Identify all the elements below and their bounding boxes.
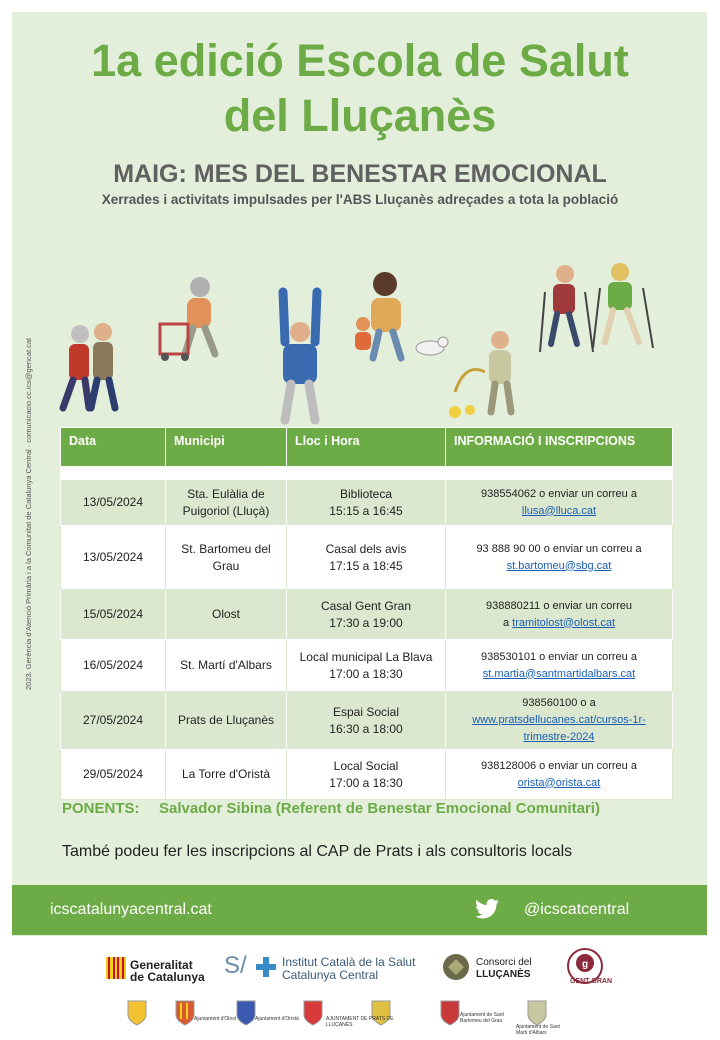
gent-gran-label: GENT GRAN bbox=[570, 978, 612, 985]
tagline: Xerrades i activitats impulsades per l'ABS Lluçanès adreçades a tota la població bbox=[101, 192, 619, 207]
column-header-lloc: Lloc i Hora bbox=[287, 428, 446, 467]
consorci-name-1: Consorci del bbox=[476, 957, 532, 968]
twitter-icon[interactable] bbox=[475, 899, 499, 919]
nordic-walkers-figure bbox=[540, 263, 653, 352]
row-info bbox=[446, 526, 673, 590]
contact-link[interactable]: orista@orista.cat bbox=[517, 776, 601, 789]
row-date: 13/05/2024 bbox=[61, 480, 166, 526]
contact-link[interactable]: tramitolost@olost.cat bbox=[512, 616, 616, 629]
footer-website-link[interactable]: icscatalunyacentral.cat bbox=[50, 901, 212, 918]
olost-label: Ajuntament d'Olost bbox=[194, 1016, 237, 1022]
side-credit-note: 2023. Gerència d'Atenció Primària i a la Comunitat de Catalunya Central · comunicacio.cc.ics@gencat.cat bbox=[24, 337, 33, 690]
row-lloc bbox=[287, 480, 446, 526]
man-stretching-figure bbox=[283, 292, 317, 420]
row-info bbox=[446, 692, 673, 750]
ponents-name: Salvador Sibina (Referent de Benestar Emocional Comunitari) bbox=[159, 800, 600, 817]
ics-name-2: Catalunya Central bbox=[282, 968, 379, 982]
subtitle: MAIG: MES DEL BENESTAR EMOCIONAL bbox=[113, 160, 607, 188]
row-info bbox=[446, 640, 673, 692]
lloc-place: Espai Social bbox=[332, 704, 400, 719]
row-municipi: Sta. Eulàlia de Puigoriol (Lluçà) bbox=[166, 480, 287, 526]
generalitat-name-2: de Catalunya bbox=[130, 970, 205, 984]
info-text: 938880211 o enviar un correu bbox=[486, 599, 632, 612]
lloc-place: Local municipal La Blava bbox=[299, 649, 433, 664]
row-lloc bbox=[287, 590, 446, 640]
row-info bbox=[446, 750, 673, 800]
footer-bar bbox=[12, 885, 707, 935]
row-date: 15/05/2024 bbox=[61, 590, 166, 640]
schedule-table bbox=[60, 427, 673, 800]
column-header-municipi: Municipi bbox=[166, 428, 287, 467]
column-header-date: Data bbox=[61, 428, 166, 467]
ics-logo-icon: S/ bbox=[224, 952, 247, 979]
row-info: 938880211 o enviar un correu a tramitolost@olost.cat bbox=[446, 590, 673, 640]
orista-label: Ajuntament d'Oristà bbox=[255, 1016, 299, 1022]
table-row bbox=[61, 480, 673, 526]
row-municipi: La Torre d'Oristà bbox=[166, 750, 287, 800]
info-text: 938554062 o enviar un correu a bbox=[481, 487, 637, 500]
row-date: 13/05/2024 bbox=[61, 526, 166, 590]
info-text: 938530101 o enviar un correu a bbox=[481, 650, 637, 663]
table-row bbox=[61, 640, 673, 692]
table-row bbox=[61, 692, 673, 750]
table-row bbox=[61, 526, 673, 590]
column-header-info: INFORMACIÓ I INSCRIPCIONS bbox=[446, 428, 673, 467]
consorci-name-2: LLUÇANÈS bbox=[476, 969, 531, 980]
row-date: 29/05/2024 bbox=[61, 750, 166, 800]
lloc-place: Casal dels avis bbox=[325, 541, 407, 556]
info-text: 938128006 o enviar un correu a bbox=[481, 759, 637, 772]
row-municipi: Olost bbox=[166, 590, 287, 640]
contact-link[interactable]: st.martia@santmartidalbars.cat bbox=[482, 667, 636, 680]
woman-with-walker-figure bbox=[160, 277, 215, 361]
elderly-couple-figure bbox=[63, 323, 115, 408]
ics-name-1: Institut Català de la Salut bbox=[282, 955, 416, 969]
footer-social-handle[interactable]: @icscatcentral bbox=[524, 901, 630, 918]
lloc-time: 17:15 a 18:45 bbox=[329, 558, 403, 573]
lloc-time: 17:00 a 18:30 bbox=[329, 666, 403, 681]
ics-cross-icon bbox=[256, 957, 276, 977]
people-illustration bbox=[45, 262, 675, 432]
prats-shield-1-icon bbox=[296, 995, 330, 1029]
lloc-time: 16:30 a 18:00 bbox=[329, 721, 403, 736]
info-text: 938560100 o a bbox=[522, 697, 596, 709]
svg-text:g: g bbox=[581, 959, 589, 970]
row-municipi: St. Martí d'Albars bbox=[166, 640, 287, 692]
row-lloc bbox=[287, 640, 446, 692]
man-watering-figure bbox=[449, 331, 511, 418]
page-title-line1: 1a edició Escola de Salut bbox=[91, 35, 629, 86]
woman-child-dog-figure bbox=[355, 272, 448, 358]
table-row bbox=[61, 590, 673, 640]
info-text: 93 888 90 00 o enviar un correu a bbox=[476, 542, 642, 555]
contact-link[interactable]: llusa@lluca.cat bbox=[521, 504, 597, 517]
row-date: 16/05/2024 bbox=[61, 640, 166, 692]
table-row bbox=[61, 750, 673, 800]
row-municipi: Prats de Lluçanès bbox=[166, 692, 287, 750]
row-date: 27/05/2024 bbox=[61, 692, 166, 750]
generalitat-logo-icon bbox=[106, 957, 126, 979]
row-info bbox=[446, 480, 673, 526]
lloc-place: Biblioteca bbox=[339, 486, 393, 501]
lloc-place: Casal Gent Gran bbox=[320, 598, 412, 613]
lloc-time: 17:00 a 18:30 bbox=[329, 775, 403, 790]
sant-bartomeu-label: Ajuntament de Sant Bartomeu del Grau bbox=[460, 1012, 504, 1024]
orista-shield-icon bbox=[229, 995, 263, 1029]
page-title-line2: del Lluçanès bbox=[223, 90, 497, 141]
row-municipi: St. Bartomeu del Grau bbox=[166, 526, 287, 590]
lloc-place: Local Social bbox=[333, 758, 399, 773]
sant-marti-label: Ajuntament de Sant Martí d'Albars bbox=[516, 1024, 560, 1036]
row-lloc bbox=[287, 750, 446, 800]
contact-link[interactable]: www.pratsdellucanes.cat/cursos-1r-trimestre-2024 bbox=[472, 714, 646, 743]
ponents-label: PONENTS: bbox=[62, 800, 140, 817]
row-lloc bbox=[287, 692, 446, 750]
lloc-time: 17:30 a 19:00 bbox=[329, 615, 403, 630]
prats-label: AJUNTAMENT DE PRATS DE LLUÇANÈS bbox=[326, 1016, 394, 1028]
generalitat-name-1: Generalitat bbox=[130, 958, 193, 972]
row-lloc bbox=[287, 526, 446, 590]
registration-note: També podeu fer les inscripcions al CAP de Prats i als consultoris locals bbox=[62, 843, 573, 860]
lloc-time: 15:15 a 16:45 bbox=[329, 503, 403, 518]
lluca-shield-icon bbox=[120, 995, 154, 1029]
table-header-row bbox=[61, 428, 673, 467]
olost-shield-icon bbox=[168, 995, 202, 1029]
consorci-logo-icon bbox=[442, 953, 470, 981]
contact-link[interactable]: st.bartomeu@sbg.cat bbox=[506, 559, 612, 572]
